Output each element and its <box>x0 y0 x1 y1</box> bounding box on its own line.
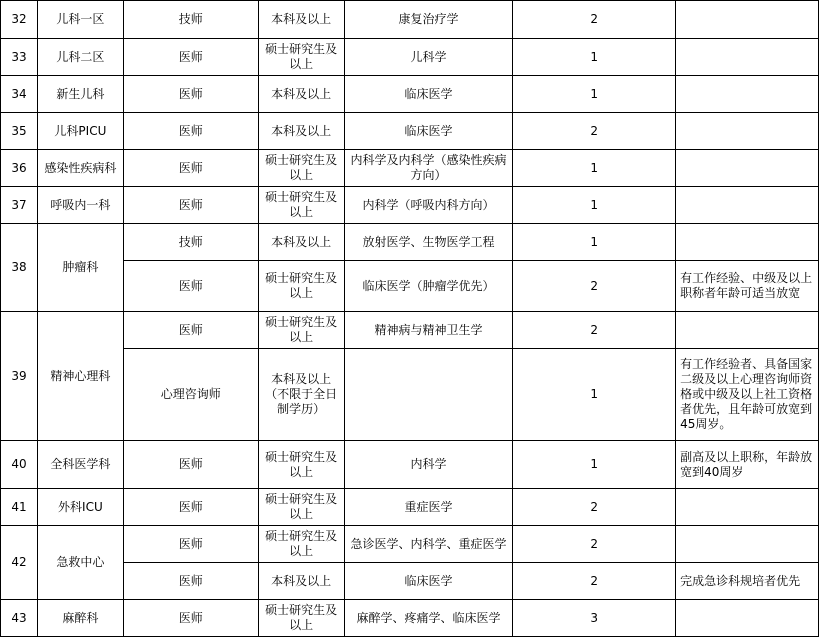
note-cell <box>676 600 819 637</box>
count-cell: 2 <box>513 563 676 600</box>
table-row <box>1 224 819 261</box>
position-cell: 医师 <box>123 441 258 489</box>
department-cell: 儿科二区 <box>37 39 123 76</box>
major-cell: 重症医学 <box>344 489 513 526</box>
count-cell: 2 <box>513 489 676 526</box>
row-number: 42 <box>1 526 38 600</box>
table-row <box>1 187 819 224</box>
count-cell: 1 <box>513 150 676 187</box>
position-cell: 技师 <box>123 224 258 261</box>
major-cell: 临床医学（肿瘤学优先） <box>344 261 513 312</box>
row-number: 33 <box>1 39 38 76</box>
major-cell: 内科学及内科学（感染性疾病方向） <box>344 150 513 187</box>
row-number: 32 <box>1 1 38 39</box>
note-cell <box>676 1 819 39</box>
major-cell: 麻醉学、疼痛学、临床医学 <box>344 600 513 637</box>
table-row <box>1 600 819 637</box>
education-cell: 硕士研究生及以上 <box>258 187 344 224</box>
count-cell: 2 <box>513 1 676 39</box>
count-cell: 1 <box>513 441 676 489</box>
note-cell: 副高及以上职称，年龄放宽到40周岁 <box>676 441 819 489</box>
row-number: 35 <box>1 113 38 150</box>
education-cell: 硕士研究生及以上 <box>258 600 344 637</box>
department-cell: 全科医学科 <box>37 441 123 489</box>
table-row <box>1 261 819 312</box>
note-cell <box>676 187 819 224</box>
major-cell: 急诊医学、内科学、重症医学 <box>344 526 513 563</box>
table-row <box>1 526 819 563</box>
row-number: 43 <box>1 600 38 637</box>
position-cell: 技师 <box>123 1 258 39</box>
position-cell: 医师 <box>123 76 258 113</box>
position-cell: 医师 <box>123 312 258 349</box>
major-cell <box>344 349 513 441</box>
education-cell: 硕士研究生及以上 <box>258 312 344 349</box>
education-cell: 本科及以上 <box>258 1 344 39</box>
note-cell: 有工作经验者、具备国家二级及以上心理咨询师资格或中级及以上社工资格者优先，且年龄可放宽到45周岁。 <box>676 349 819 441</box>
table-row <box>1 489 819 526</box>
count-cell: 1 <box>513 76 676 113</box>
position-cell: 医师 <box>123 39 258 76</box>
education-cell: 硕士研究生及以上 <box>258 526 344 563</box>
position-cell: 心理咨询师 <box>123 349 258 441</box>
department-cell: 急救中心 <box>37 526 123 600</box>
position-cell: 医师 <box>123 526 258 563</box>
row-number: 40 <box>1 441 38 489</box>
department-cell: 外科ICU <box>37 489 123 526</box>
position-cell: 医师 <box>123 187 258 224</box>
table-row <box>1 1 819 39</box>
table-row <box>1 441 819 489</box>
count-cell: 1 <box>513 349 676 441</box>
education-cell: 硕士研究生及以上 <box>258 150 344 187</box>
note-cell <box>676 76 819 113</box>
major-cell: 内科学 <box>344 441 513 489</box>
education-cell: 本科及以上 <box>258 563 344 600</box>
table-row <box>1 150 819 187</box>
note-cell <box>676 312 819 349</box>
major-cell: 临床医学 <box>344 113 513 150</box>
row-number: 36 <box>1 150 38 187</box>
row-number: 38 <box>1 224 38 312</box>
position-cell: 医师 <box>123 600 258 637</box>
row-number: 41 <box>1 489 38 526</box>
department-cell: 精神心理科 <box>37 312 123 441</box>
major-cell: 临床医学 <box>344 563 513 600</box>
education-cell: 硕士研究生及以上 <box>258 489 344 526</box>
education-cell: 本科及以上 <box>258 224 344 261</box>
note-cell <box>676 489 819 526</box>
note-cell <box>676 39 819 76</box>
table-row <box>1 349 819 441</box>
major-cell: 临床医学 <box>344 76 513 113</box>
education-cell: 本科及以上 <box>258 76 344 113</box>
position-cell: 医师 <box>123 150 258 187</box>
department-cell: 新生儿科 <box>37 76 123 113</box>
major-cell: 康复治疗学 <box>344 1 513 39</box>
position-cell: 医师 <box>123 563 258 600</box>
department-cell: 感染性疾病科 <box>37 150 123 187</box>
row-number: 34 <box>1 76 38 113</box>
table-row <box>1 76 819 113</box>
major-cell: 儿科学 <box>344 39 513 76</box>
education-cell: 硕士研究生及以上 <box>258 39 344 76</box>
department-cell: 儿科一区 <box>37 1 123 39</box>
count-cell: 3 <box>513 600 676 637</box>
note-cell <box>676 150 819 187</box>
count-cell: 2 <box>513 261 676 312</box>
row-number: 37 <box>1 187 38 224</box>
note-cell <box>676 113 819 150</box>
position-cell: 医师 <box>123 489 258 526</box>
count-cell: 1 <box>513 224 676 261</box>
major-cell: 放射医学、生物医学工程 <box>344 224 513 261</box>
note-cell <box>676 526 819 563</box>
table-row <box>1 113 819 150</box>
note-cell: 有工作经验、中级及以上职称者年龄可适当放宽 <box>676 261 819 312</box>
count-cell: 2 <box>513 312 676 349</box>
count-cell: 2 <box>513 526 676 563</box>
major-cell: 精神病与精神卫生学 <box>344 312 513 349</box>
education-cell: 本科及以上（不限于全日制学历） <box>258 349 344 441</box>
table-row <box>1 39 819 76</box>
row-number: 39 <box>1 312 38 441</box>
education-cell: 硕士研究生及以上 <box>258 441 344 489</box>
count-cell: 1 <box>513 187 676 224</box>
note-cell: 完成急诊科规培者优先 <box>676 563 819 600</box>
department-cell: 肿瘤科 <box>37 224 123 312</box>
position-cell: 医师 <box>123 261 258 312</box>
note-cell <box>676 224 819 261</box>
count-cell: 2 <box>513 113 676 150</box>
department-cell: 儿科PICU <box>37 113 123 150</box>
department-cell: 呼吸内一科 <box>37 187 123 224</box>
education-cell: 硕士研究生及以上 <box>258 261 344 312</box>
position-cell: 医师 <box>123 113 258 150</box>
table-row <box>1 563 819 600</box>
major-cell: 内科学（呼吸内科方向） <box>344 187 513 224</box>
count-cell: 1 <box>513 39 676 76</box>
department-cell: 麻醉科 <box>37 600 123 637</box>
education-cell: 本科及以上 <box>258 113 344 150</box>
table-row <box>1 312 819 349</box>
